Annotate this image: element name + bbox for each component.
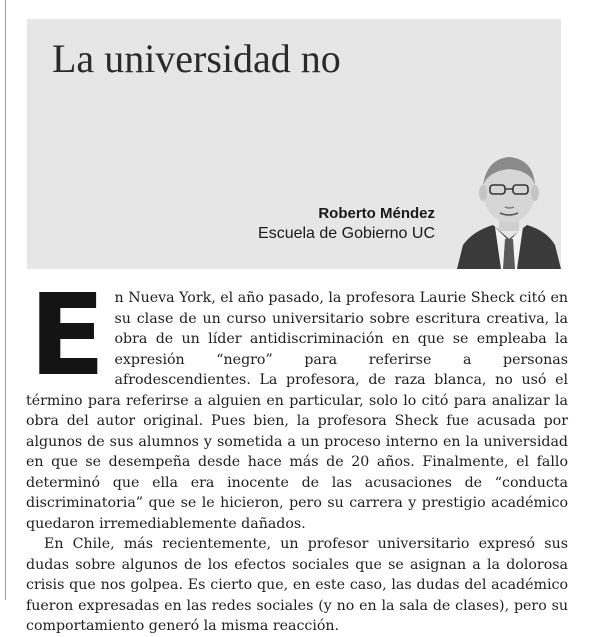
author-name: Roberto Méndez [318, 205, 435, 222]
drop-cap: E [29, 271, 106, 401]
column-rule [5, 0, 6, 600]
author-affiliation: Escuela de Gobierno UC [258, 225, 435, 242]
headline: La universidad no [52, 36, 341, 81]
article-header [27, 19, 561, 269]
author-portrait [457, 149, 561, 269]
article-paragraph [26, 271, 568, 534]
article-paragraph: En Chile, más recientemente, un profesor universitario expresó sus dudas sobre algunos de los efectos sociales que se asignan a la dolorosa crisis que nos golpea. Es cierto que, en este caso, las dudas del académico fueron expresadas en las redes sociales (y no en la sala de clases), pero su comportamiento generó la misma reacción. [26, 536, 568, 634]
byline [258, 204, 435, 245]
article-body [26, 271, 568, 637]
paragraph-text: n Nueva York, el año pasado, la profesora Laurie Sheck citó en su clase de un curso universitario sobre escritura creativa, la obra de un líder antidiscriminación en que se empleaba la expresión “negro” para referirse a personas afrodescendientes. La profesora, de raza blanca, no usó el término para referirse a alguien en particular, solo lo citó para analizar la obra del autor original. Pues bien, la profesora Sheck fue acusada por algunos de sus alumnos y sometida a un proceso interno en la universidad en que se desempeña desde hace más de 20 años. Finalmente, el fallo determinó que ella era inocente de las acusaciones de “conducta discriminatoria” que se le hicieron, pero su carrera y prestigio académico quedaron irremediablemente dañados. [26, 290, 568, 532]
